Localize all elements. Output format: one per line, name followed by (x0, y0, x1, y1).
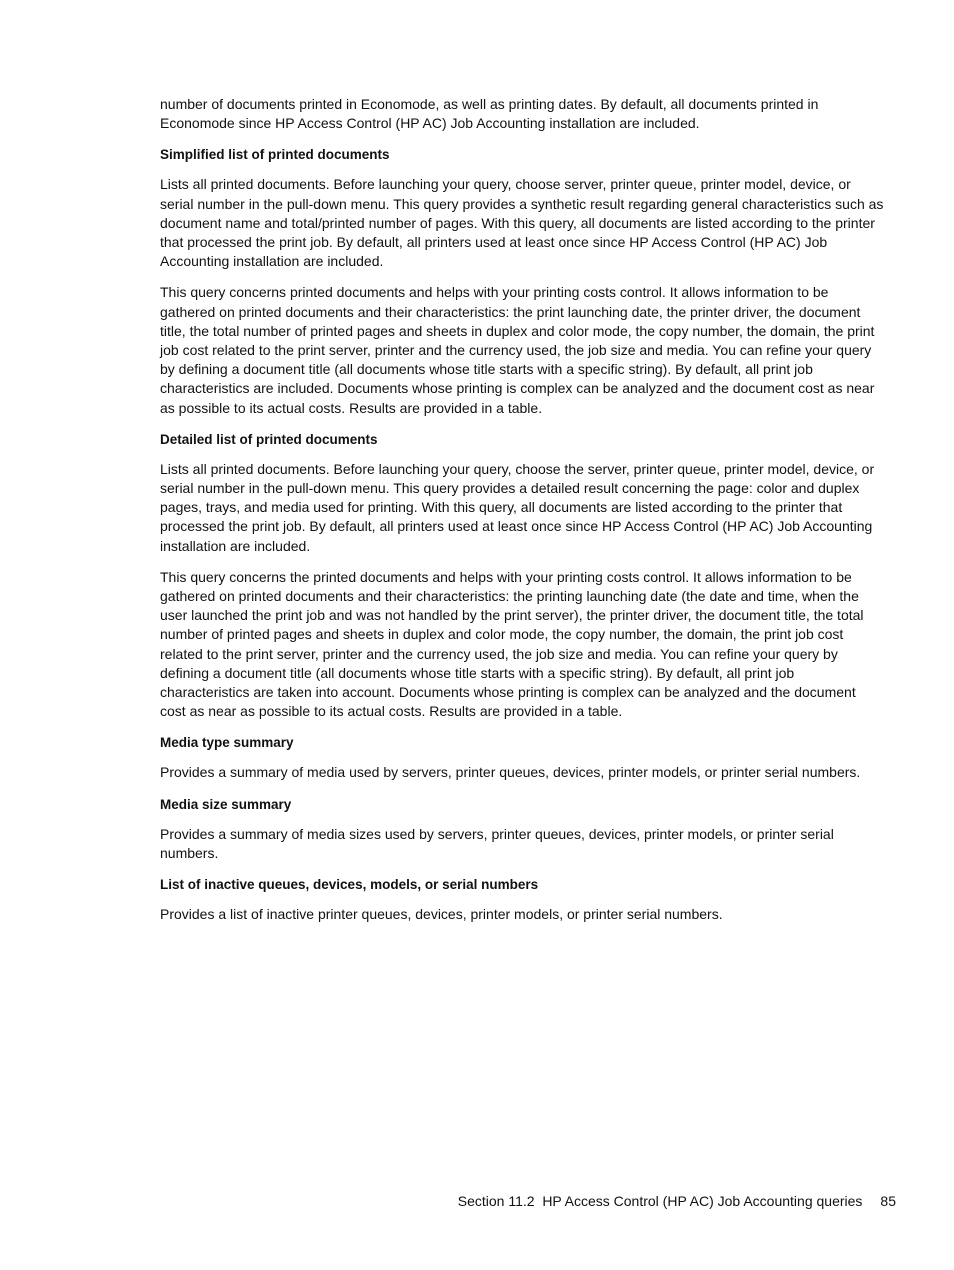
paragraph-detailed-list-2: This query concerns the printed documents and helps with your printing costs control. It allows information to be gathered on printed documents and their characteristics: the printing launching date (the date and time, when the user launched the print job and was not handled by the print server), the printer driver, the document title, the total number of printed pages and sheets in duplex and color mode, the copy number, the domain, the print job cost related to the print server, printer and the currency used, the job size and media. You can refine your query by defining a document title (all documents whose title starts with a specific string). By default, all print job characteristics are taken into account. Documents whose printing is complex can be analyzed and the document cost as near as possible to its actual costs. Results are provided in a table. (160, 568, 864, 720)
paragraph-inactive-list: Provides a list of inactive printer queues, devices, printer models, or printer serial numbers. (160, 906, 723, 923)
page-number: 85 (880, 1193, 896, 1209)
paragraph-detailed-list-1: Lists all printed documents. Before launching your query, choose the server, printer queue, printer model, device, or serial number in the pull-down menu. This query provides a detailed result concerning the page: color and duplex pages, trays, and media used for printing. With this query, all documents are listed according to the printer that processed the print job. By default, all printers used at least once since HP Access Control (HP AC) Job Accounting installation are included. (160, 460, 875, 554)
paragraph-simplified-list-1: Lists all printed documents. Before launching your query, choose server, printer queue, printer model, device, or serial number in the pull-down menu. This query provides a synthetic result regarding general characteristics such as document name and total/printed number of pages. With this query, all documents are listed according to the printer that processed the print job. By default, all printers used at least once since HP Access Control (HP AC) Job Accounting installation are included. (160, 176, 884, 270)
document-body (160, 95, 884, 936)
paragraph-media-type-summary: Provides a summary of media used by servers, printer queues, devices, printer models, or printer serial numbers. (160, 764, 861, 781)
heading-simplified-list: Simplified list of printed documents (160, 147, 390, 163)
heading-media-type-summary: Media type summary (160, 735, 294, 751)
paragraph-economode-continued: number of documents printed in Economode, as well as printing dates. By default, all documents printed in Economode since HP Access Control (HP AC) Job Accounting installation are included. (160, 96, 819, 132)
page-footer (458, 1191, 896, 1211)
heading-inactive-list: List of inactive queues, devices, models, or serial numbers (160, 877, 539, 893)
paragraph-media-size-summary: Provides a summary of media sizes used by servers, printer queues, devices, printer models, or printer serial numbers. (160, 825, 834, 861)
heading-media-size-summary: Media size summary (160, 796, 292, 812)
paragraph-simplified-list-2: This query concerns printed documents and helps with your printing costs control. It allows information to be gathered on printed documents and their characteristics: the print launching date, the printer driver, the document title, the total number of printed pages and sheets in duplex and color mode, the copy number, the domain, the print job cost related to the print server, printer and the currency used, the job size and media. You can refine your query by defining a document title (all documents whose title starts with a specific string). By default, all print job characteristics are included. Documents whose printing is complex can be analyzed and the document cost as near as possible to its actual costs. Results are provided in a table. (160, 284, 875, 416)
footer-section-title: Section 11.2 HP Access Control (HP AC) Job Accounting queries (457, 1193, 863, 1209)
heading-detailed-list: Detailed list of printed documents (160, 431, 378, 447)
